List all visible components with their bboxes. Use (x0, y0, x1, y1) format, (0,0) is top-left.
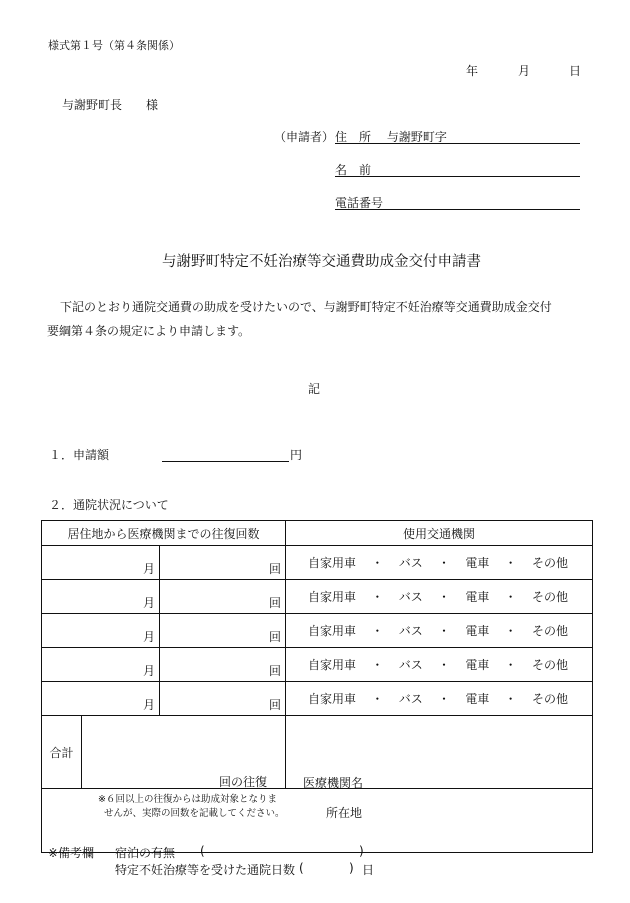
transport-cell[interactable] (286, 648, 593, 682)
days-open: ( (299, 860, 304, 875)
name-label: 名 前 (335, 163, 372, 177)
transport-car[interactable]: 自家用車 (308, 624, 357, 638)
visit-table (41, 520, 593, 877)
count-label: 回 (269, 664, 282, 678)
medical-address-label: 所在地 (326, 806, 363, 820)
intro-line1: 下記のとおり通院交通費の助成を受けたいので、与謝野町特定不妊治療等交通費助成金交付 (60, 300, 552, 314)
table-row (42, 614, 593, 648)
transport-sep: ・ (371, 556, 384, 570)
days-close: ) (349, 860, 354, 875)
transport-car[interactable]: 自家用車 (308, 590, 357, 604)
transport-train[interactable]: 電車 (465, 658, 490, 672)
ki-heading: 記 (308, 382, 321, 396)
date-year: 年 (466, 64, 479, 78)
total-round-trip-label: 回の往復 (219, 775, 268, 789)
transport-cell[interactable] (286, 546, 593, 580)
transport-other[interactable]: その他 (532, 692, 569, 706)
remarks-label: ※備考欄 (48, 845, 95, 860)
total-note-line2: せんが、実際の回数を記載してください。 (104, 808, 285, 819)
transport-bus[interactable]: バス (398, 624, 423, 638)
transport-other[interactable]: その他 (532, 590, 569, 604)
transport-sep: ・ (371, 624, 384, 638)
count-cell[interactable] (160, 580, 286, 614)
count-cell[interactable] (160, 682, 286, 716)
transport-other[interactable]: その他 (532, 556, 569, 570)
month-cell[interactable] (42, 580, 160, 614)
address-line[interactable] (335, 128, 580, 144)
month-cell[interactable] (42, 546, 160, 580)
month-cell[interactable] (42, 682, 160, 716)
transport-sep: ・ (371, 692, 384, 706)
address-value: 与謝野町字 (386, 130, 447, 144)
header-transport: 使用交通機関 (286, 521, 593, 546)
transport-sep: ・ (504, 692, 517, 706)
transport-sep: ・ (504, 658, 517, 672)
total-note-line1: ※６回以上の往復からは助成対象となりま (98, 794, 277, 805)
transport-sep: ・ (504, 590, 517, 604)
medical-cell[interactable] (286, 716, 593, 820)
transport-sep: ・ (438, 590, 451, 604)
days-label: 特定不妊治療等を受けた通院日数 (115, 862, 296, 877)
section2-label: ２．通院状況について (49, 498, 169, 512)
count-label: 回 (269, 630, 282, 644)
total-label: 合計 (42, 716, 82, 789)
section1-label: １．申請額 (49, 448, 110, 462)
transport-bus[interactable]: バス (398, 692, 423, 706)
transport-sep: ・ (504, 556, 517, 570)
days-unit: 日 (362, 862, 375, 877)
transport-bus[interactable]: バス (398, 590, 423, 604)
month-label: 月 (142, 596, 155, 610)
transport-cell[interactable] (286, 580, 593, 614)
form-number: 様式第１号（第４条関係） (48, 39, 180, 52)
address-label: 住 所 (335, 130, 372, 144)
applicant-label: （申請者） (274, 130, 335, 144)
transport-car[interactable]: 自家用車 (308, 692, 357, 706)
lodging-close: ) (359, 843, 364, 858)
addressee: 与謝野町長 様 (62, 98, 159, 112)
month-cell[interactable] (42, 614, 160, 648)
count-label: 回 (269, 698, 282, 712)
transport-sep: ・ (438, 658, 451, 672)
transport-other[interactable]: その他 (532, 624, 569, 638)
month-label: 月 (142, 562, 155, 576)
table-row (42, 682, 593, 716)
date-month: 月 (518, 64, 531, 78)
page-title: 与謝野町特定不妊治療等交通費助成金交付申請書 (162, 254, 481, 270)
transport-bus[interactable]: バス (398, 658, 423, 672)
month-label: 月 (142, 698, 155, 712)
transport-sep: ・ (371, 590, 384, 604)
table-row (42, 580, 593, 614)
table-row (42, 546, 593, 580)
transport-car[interactable]: 自家用車 (308, 556, 357, 570)
transport-cell[interactable] (286, 682, 593, 716)
phone-label: 電話番号 (335, 196, 384, 210)
month-cell[interactable] (42, 648, 160, 682)
amount-unit: 円 (290, 448, 303, 462)
phone-line[interactable] (335, 194, 580, 210)
table-row (42, 648, 593, 682)
count-label: 回 (269, 596, 282, 610)
transport-sep: ・ (504, 624, 517, 638)
month-label: 月 (142, 664, 155, 678)
transport-sep: ・ (438, 624, 451, 638)
medical-name-label: 医療機関名 (303, 776, 364, 790)
count-label: 回 (269, 562, 282, 576)
month-label: 月 (142, 630, 155, 644)
transport-cell[interactable] (286, 614, 593, 648)
amount-field[interactable] (162, 446, 289, 462)
date-day: 日 (569, 64, 582, 78)
transport-train[interactable]: 電車 (465, 624, 490, 638)
transport-train[interactable]: 電車 (465, 590, 490, 604)
total-cell[interactable] (82, 716, 286, 819)
count-cell[interactable] (160, 546, 286, 580)
transport-bus[interactable]: バス (398, 556, 423, 570)
transport-sep: ・ (438, 556, 451, 570)
transport-other[interactable]: その他 (532, 658, 569, 672)
count-cell[interactable] (160, 648, 286, 682)
transport-sep: ・ (438, 692, 451, 706)
intro-line2: 要綱第４条の規定により申請します。 (47, 324, 251, 338)
header-round-trips: 居住地から医療機関までの往復回数 (42, 521, 286, 546)
transport-car[interactable]: 自家用車 (308, 658, 357, 672)
lodging-label: 宿泊の有無 (115, 845, 176, 860)
transport-sep: ・ (371, 658, 384, 672)
lodging-open: ( (200, 843, 205, 858)
transport-train[interactable]: 電車 (465, 556, 490, 570)
transport-train[interactable]: 電車 (465, 692, 490, 706)
total-row (42, 716, 593, 789)
name-line[interactable] (335, 161, 580, 177)
count-cell[interactable] (160, 614, 286, 648)
